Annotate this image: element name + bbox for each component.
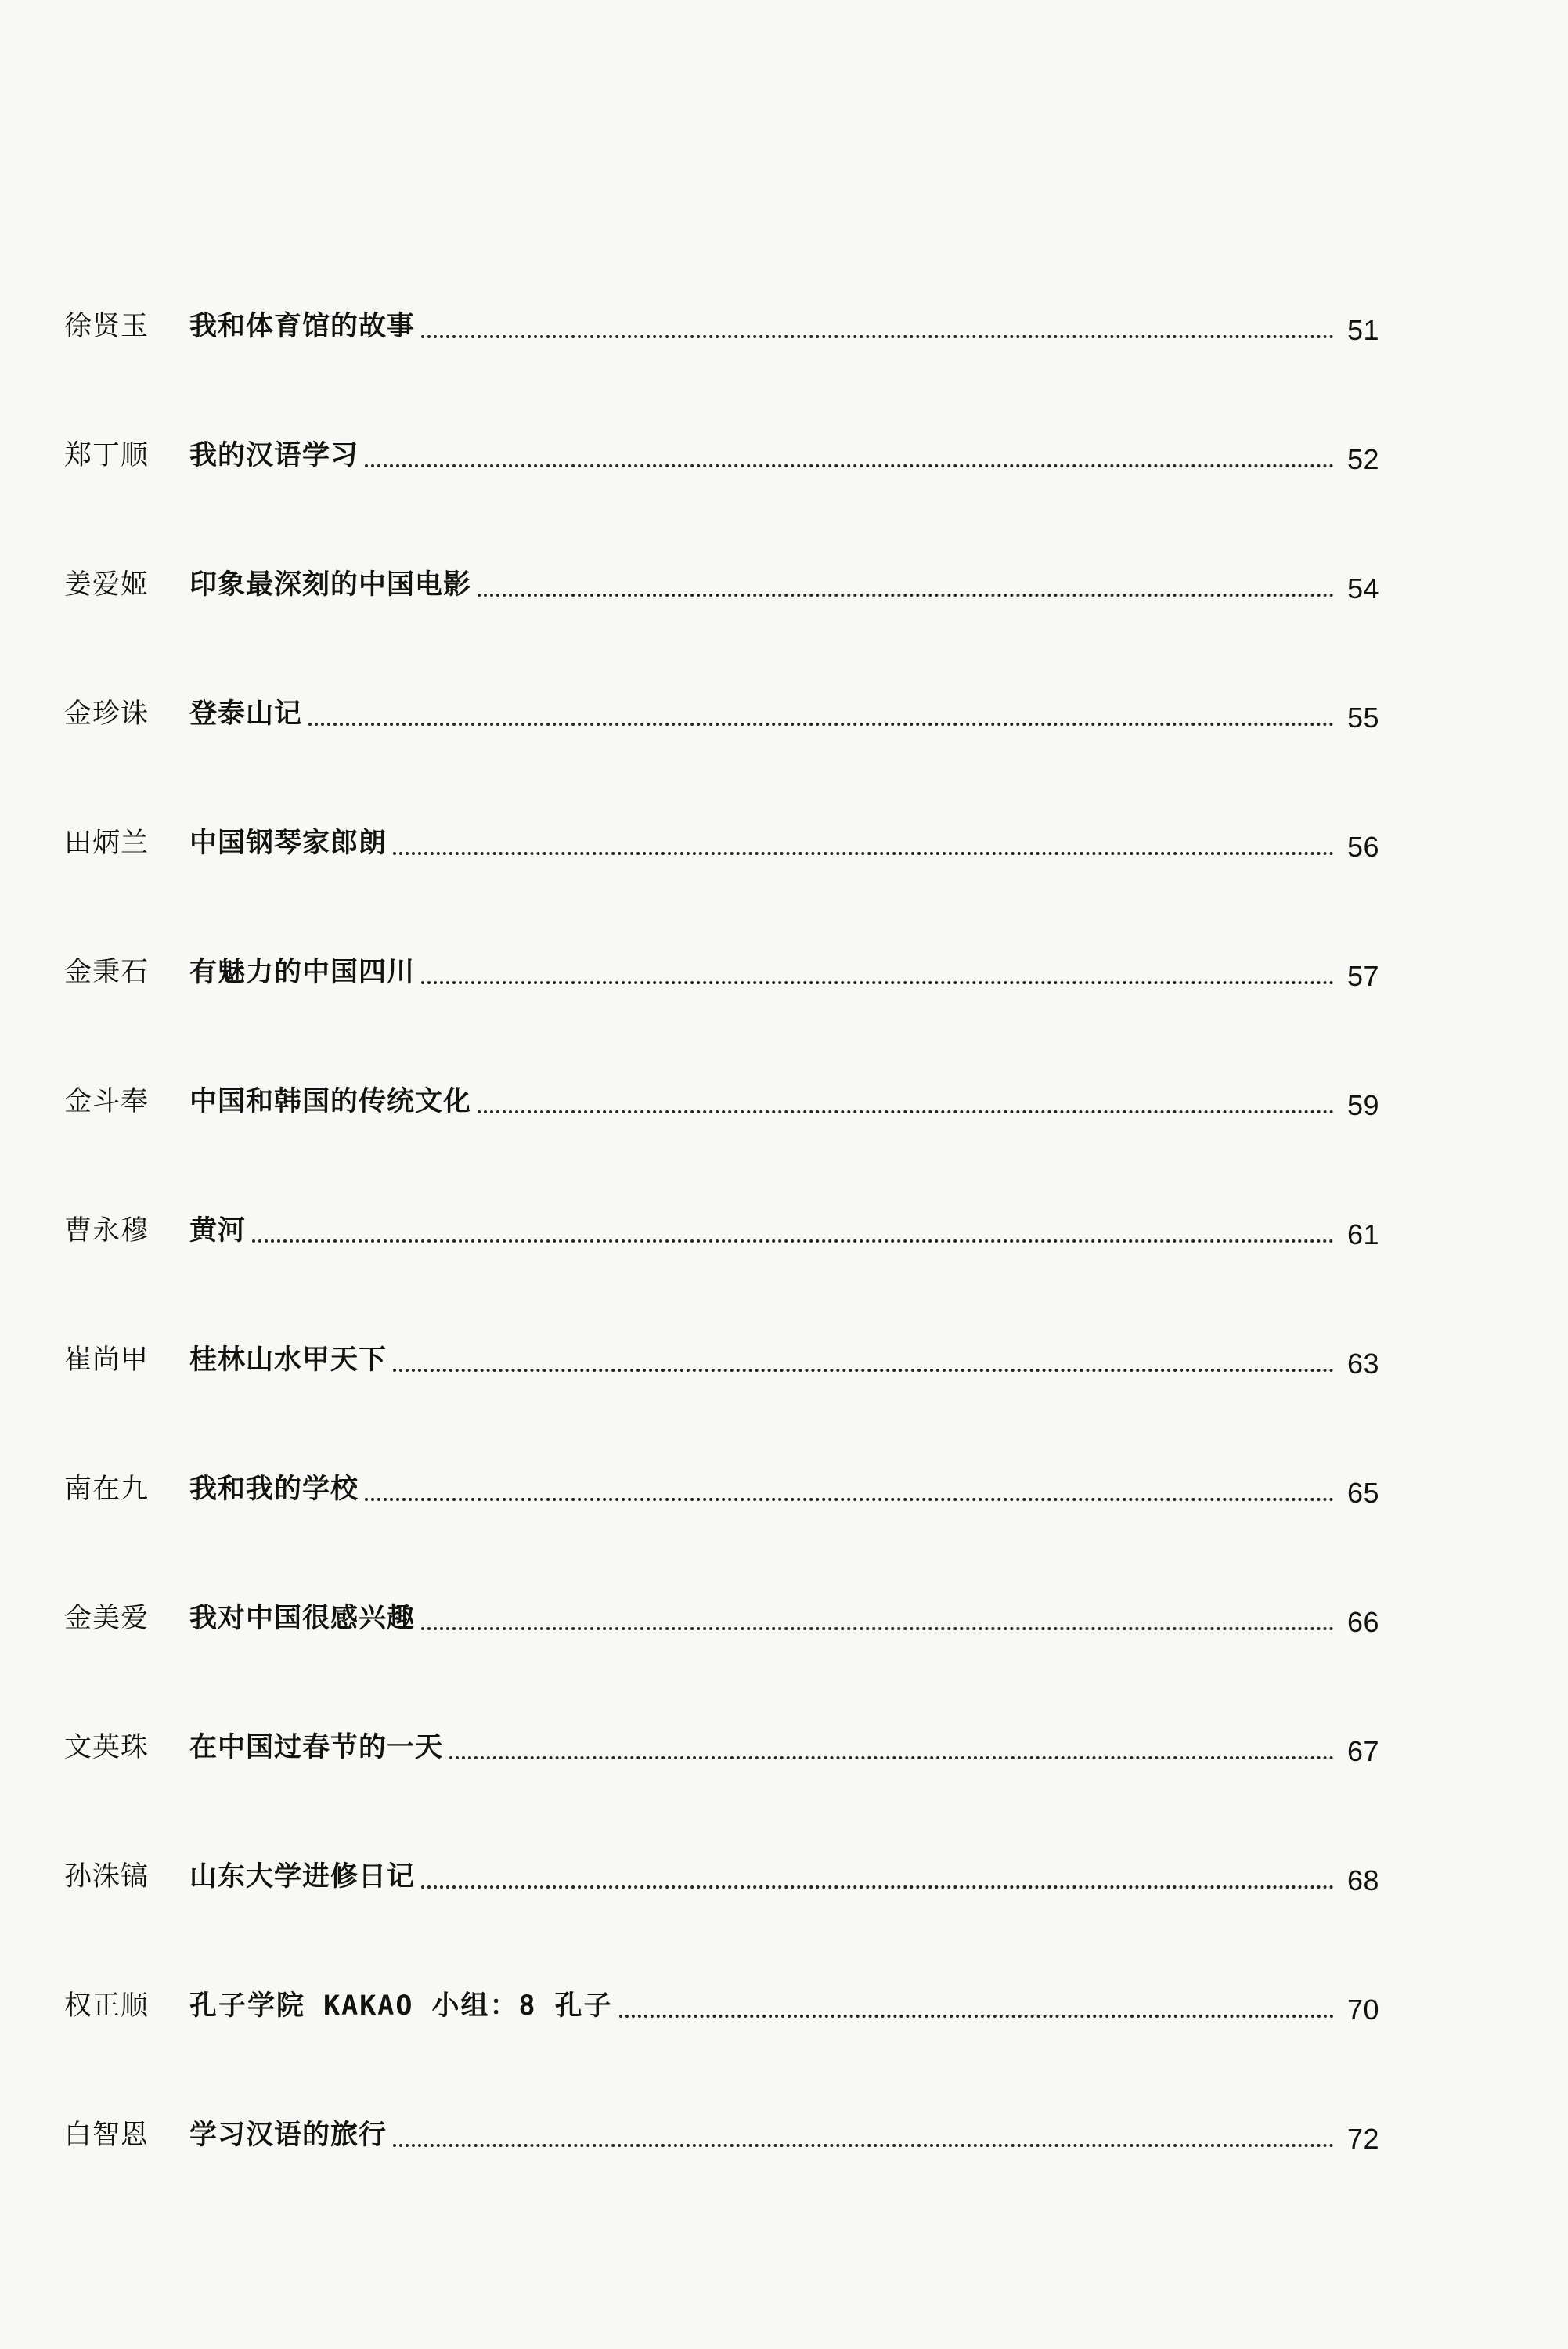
dot-leader: [393, 852, 1334, 855]
dot-leader: [421, 1885, 1334, 1889]
entry-title: 中国钢琴家郎朗: [189, 828, 387, 859]
toc-entry: [64, 908, 1379, 1037]
author-name: 田炳兰: [64, 828, 150, 859]
dot-leader: [478, 1110, 1334, 1113]
entry-title: 我和我的学校: [189, 1474, 359, 1505]
page-number: 54: [1346, 572, 1379, 604]
page-number: 65: [1346, 1476, 1379, 1509]
author-name: 金斗奉: [64, 1086, 150, 1117]
author-name: 权正顺: [64, 1990, 150, 2022]
dot-leader: [393, 1369, 1334, 1372]
dot-leader: [393, 2144, 1334, 2147]
page-number: 70: [1346, 1993, 1379, 2026]
author-name: 南在九: [64, 1474, 150, 1505]
table-of-contents: [64, 262, 1379, 2200]
toc-entry: [64, 1813, 1379, 1942]
toc-entry: [64, 1296, 1379, 1425]
author-name: 金美爱: [64, 1603, 150, 1634]
dot-leader: [308, 723, 1334, 726]
page-number: 56: [1346, 830, 1379, 863]
author-name: 孙洙镐: [64, 1861, 150, 1893]
page-number: 55: [1346, 701, 1379, 734]
dot-leader: [365, 464, 1334, 467]
entry-title: 黄河: [189, 1215, 247, 1247]
dot-leader: [619, 2015, 1334, 2018]
page-number: 51: [1346, 313, 1379, 346]
author-name: 崔尚甲: [64, 1344, 150, 1376]
toc-entry: [64, 779, 1379, 908]
author-name: 文英珠: [64, 1732, 150, 1763]
toc-entry: [64, 1425, 1379, 1554]
author-name: 金秉石: [64, 957, 150, 988]
entry-title: 中国和韩国的传统文化: [189, 1086, 472, 1117]
page-number: 63: [1346, 1347, 1379, 1380]
toc-entry: [64, 521, 1379, 650]
dot-leader: [478, 594, 1334, 597]
entry-title: 我对中国很感兴趣: [189, 1603, 416, 1634]
toc-entry: [64, 262, 1379, 392]
entry-title: 登泰山记: [189, 698, 303, 730]
entry-title: 有魅力的中国四川: [189, 957, 416, 988]
page-number: 72: [1346, 2122, 1379, 2155]
entry-title: 我的汉语学习: [189, 440, 359, 471]
author-name: 曹永穆: [64, 1215, 150, 1247]
toc-entry: [64, 392, 1379, 521]
toc-entry: [64, 1942, 1379, 2071]
page-number: 61: [1346, 1218, 1379, 1250]
author-name: 姜爱姬: [64, 569, 150, 601]
page-number: 66: [1346, 1605, 1379, 1638]
entry-title: 在中国过春节的一天: [189, 1732, 444, 1763]
author-name: 徐贤玉: [64, 311, 150, 342]
dot-leader: [421, 1627, 1334, 1630]
entry-title: 山东大学进修日记: [189, 1861, 416, 1893]
entry-title: 学习汉语的旅行: [189, 2120, 387, 2151]
entry-title: 我和体育馆的故事: [189, 311, 416, 342]
dot-leader: [365, 1498, 1334, 1501]
dot-leader: [421, 981, 1334, 984]
page-number: 57: [1346, 959, 1379, 992]
entry-title: 桂林山水甲天下: [189, 1344, 387, 1376]
page-number: 67: [1346, 1734, 1379, 1767]
entry-title: 孔子学院 KAKAO 小组：8 孔子: [189, 1990, 613, 2022]
page-number: 68: [1346, 1864, 1379, 1896]
dot-leader: [449, 1756, 1334, 1759]
toc-entry: [64, 1683, 1379, 1813]
toc-entry: [64, 1554, 1379, 1683]
dot-leader: [421, 335, 1334, 338]
author-name: 郑丁顺: [64, 440, 150, 471]
toc-entry: [64, 650, 1379, 779]
page-number: 59: [1346, 1088, 1379, 1121]
toc-entry: [64, 1167, 1379, 1296]
toc-entry: [64, 1037, 1379, 1167]
toc-entry: [64, 2071, 1379, 2200]
entry-title: 印象最深刻的中国电影: [189, 569, 472, 601]
dot-leader: [252, 1239, 1334, 1243]
author-name: 金珍诛: [64, 698, 150, 730]
page-number: 52: [1346, 442, 1379, 475]
author-name: 白智恩: [64, 2120, 150, 2151]
